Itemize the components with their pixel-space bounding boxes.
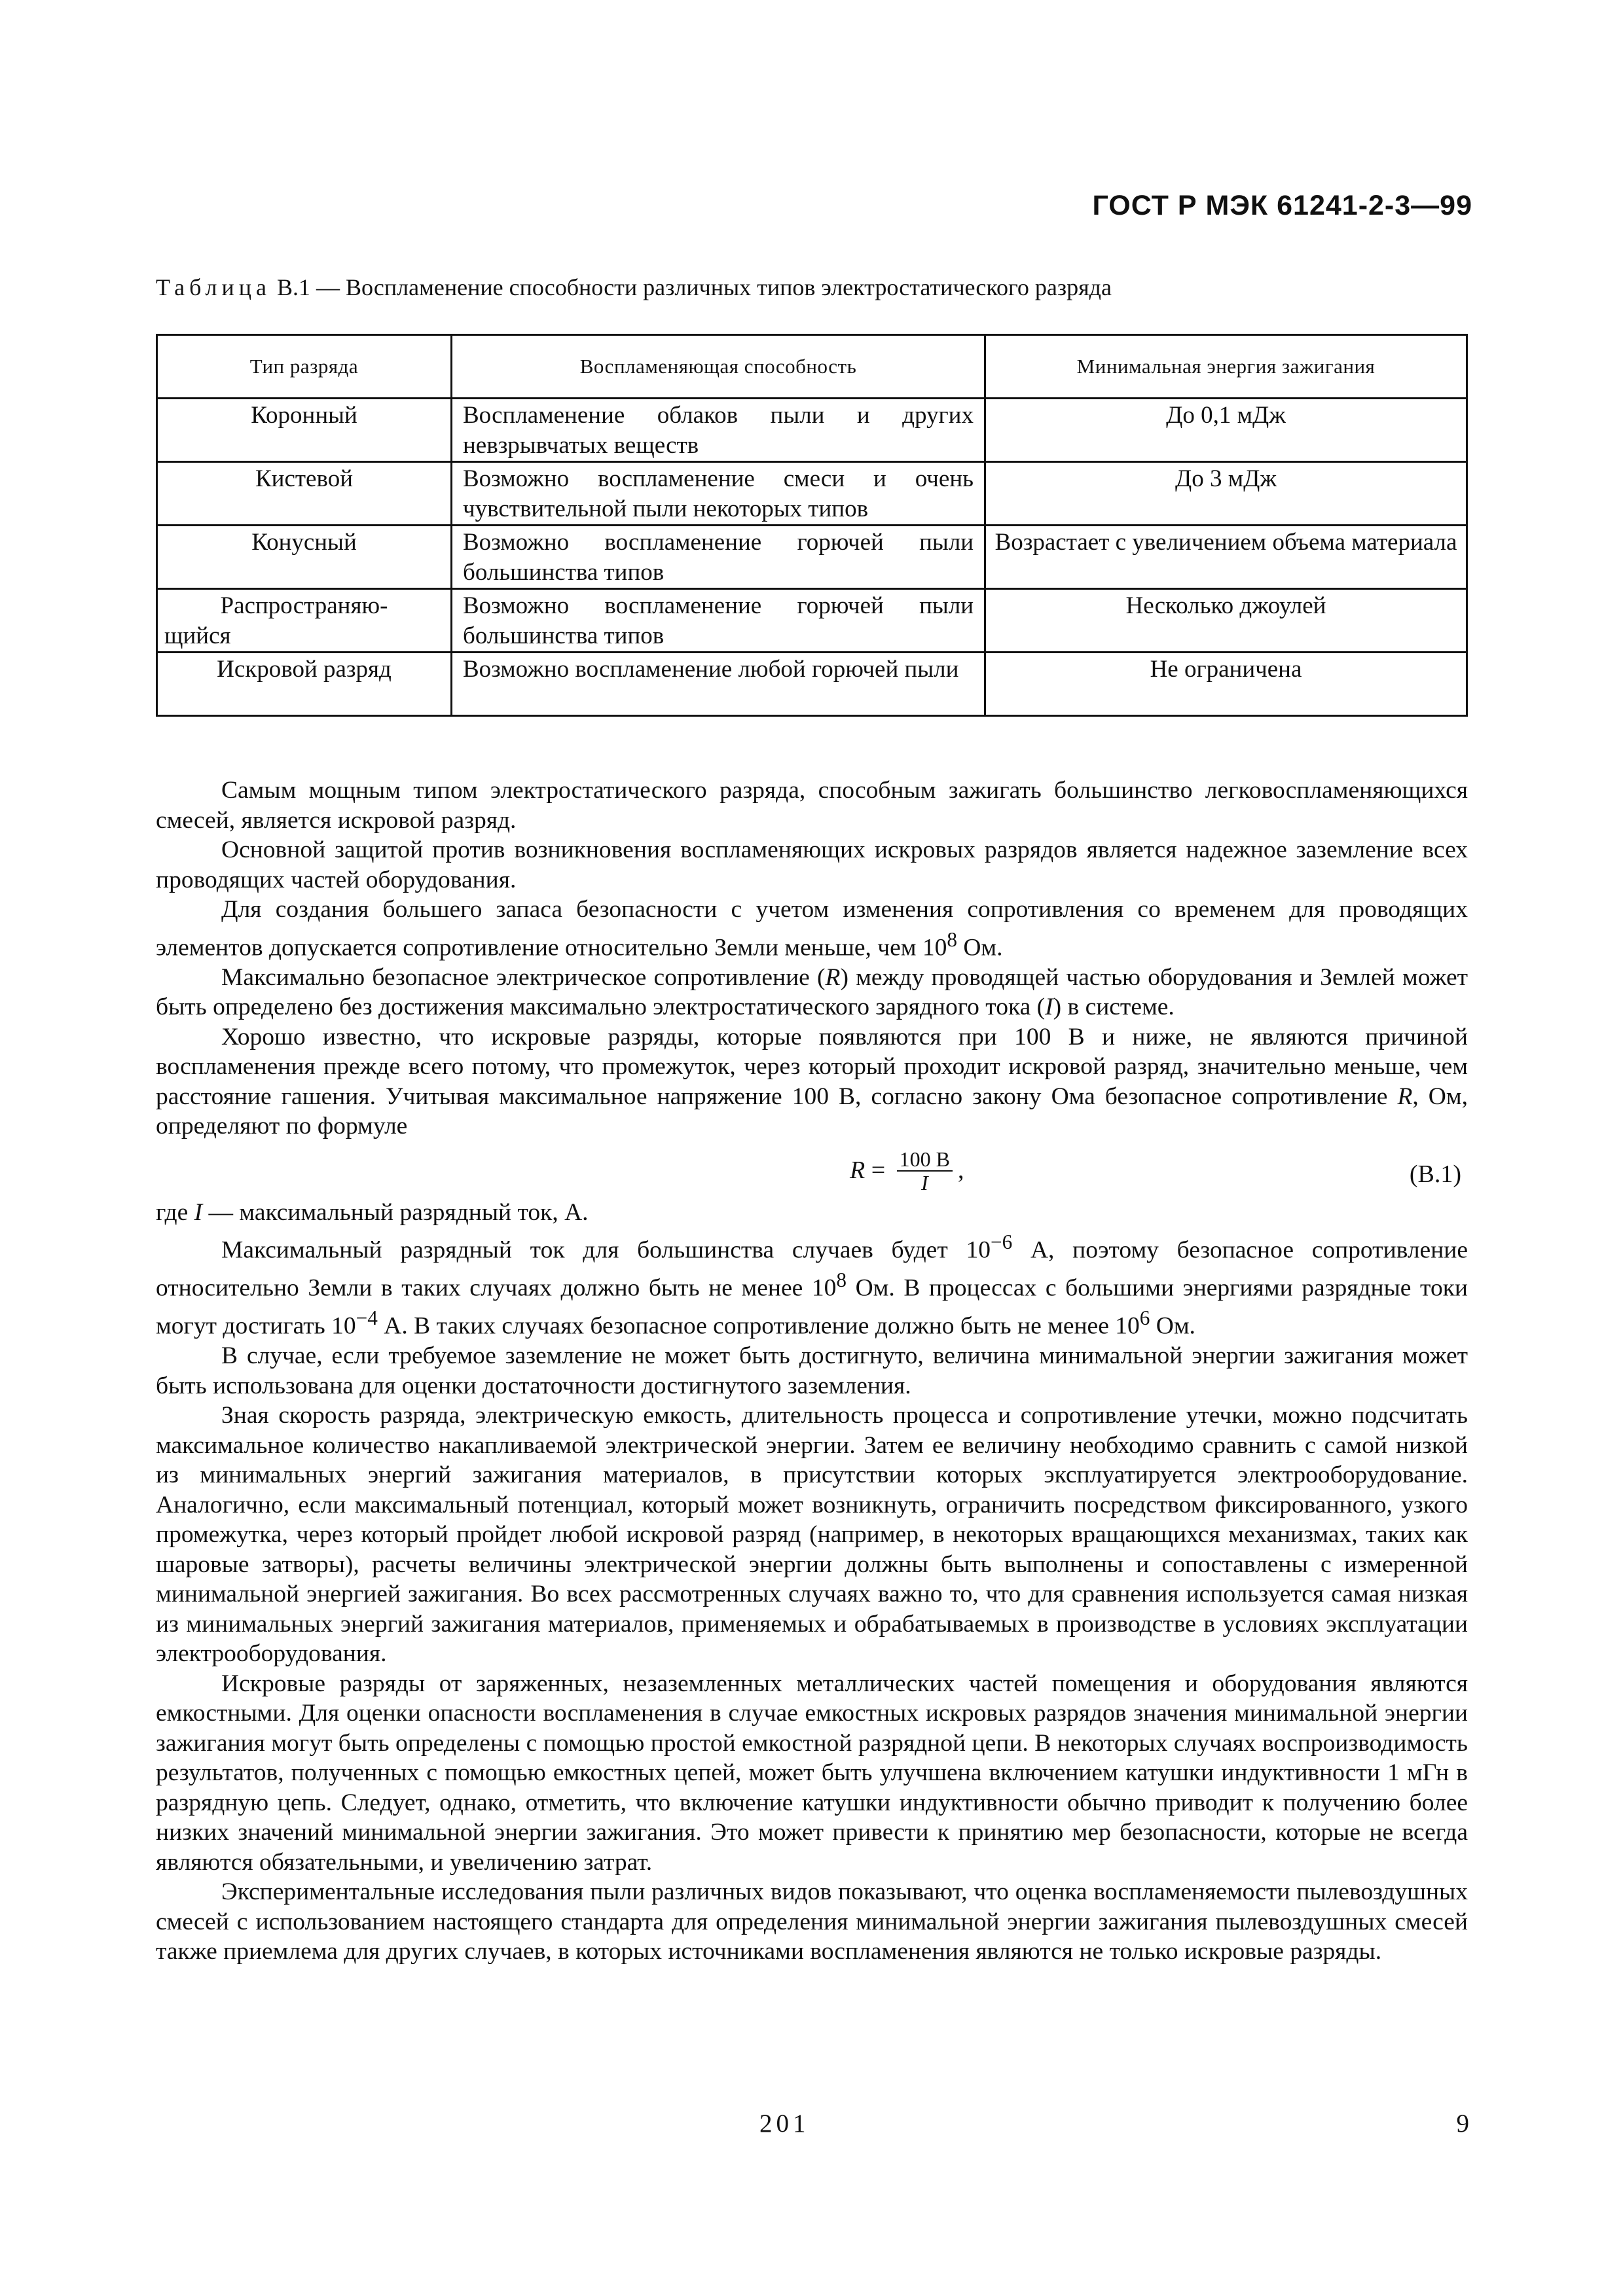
min-ignition-energy-cell: Несколько джоулей bbox=[985, 589, 1467, 653]
table-header-cell: Тип разряда bbox=[157, 335, 452, 399]
min-ignition-energy-cell: До 3 мДж bbox=[985, 462, 1467, 526]
superscript: 6 bbox=[1139, 1306, 1150, 1329]
formula-expression bbox=[850, 1148, 964, 1194]
paragraph bbox=[156, 1227, 1468, 1341]
ignition-table bbox=[156, 334, 1468, 717]
formula-fraction bbox=[897, 1148, 953, 1194]
paragraph-text: Хорошо известно, что искровые разряды, которые появляются при 100 В и ниже, не являются причиной воспламенения прежде всего потому, что промежуток, через который проходит искровой разряд, значительно меньше, чем расстояние гашения. Учитывая максимальное напряжение 100 В, согласно закону Ома безопасное сопротивление bbox=[156, 1023, 1468, 1110]
table-caption bbox=[156, 274, 1112, 301]
ignition-ability-cell: Возможно воспламенение горючей пыли большинства типов bbox=[452, 526, 985, 589]
formula-equals: = bbox=[865, 1156, 892, 1184]
paragraph-text: Для создания большего запаса безопасности с учетом изменения сопротивления со временем для проводящих элементов допускается сопротивление относительно Земли меньше, чем 10 bbox=[156, 896, 1468, 961]
formula-number: (B.1) bbox=[1409, 1160, 1461, 1188]
superscript: 8 bbox=[947, 927, 957, 951]
paragraph-text: А. В таких случаях безопасное сопротивление должно быть не менее 10 bbox=[377, 1312, 1140, 1340]
table-header-cell: Воспламеняющая способность bbox=[452, 335, 985, 399]
ignition-ability-cell: Возможно воспламенение любой горючей пыли bbox=[452, 653, 985, 716]
ignition-ability-cell: Воспламенение облаков пыли и других невзрывчатых веществ bbox=[452, 399, 985, 462]
discharge-type-cell bbox=[157, 399, 452, 462]
discharge-type-line: Искровой разряд bbox=[217, 656, 392, 683]
formula-b1 bbox=[156, 1144, 1468, 1198]
paragraph bbox=[156, 895, 1468, 963]
formula-numerator: 100 В bbox=[897, 1148, 953, 1172]
footer-center-number: 201 bbox=[759, 2109, 810, 2138]
body-text bbox=[156, 776, 1468, 1967]
min-ignition-energy-cell: Не ограничена bbox=[985, 653, 1467, 716]
table-row bbox=[157, 589, 1467, 653]
paragraph-text: Максимально безопасное электрическое сопротивление ( bbox=[221, 963, 826, 991]
discharge-type-line: Конусный bbox=[251, 529, 357, 556]
table-row bbox=[157, 399, 1467, 462]
paragraph bbox=[156, 1198, 1468, 1228]
symbol-i: I bbox=[1045, 994, 1053, 1020]
min-ignition-energy-cell: Возрастает с увеличением объема материала bbox=[985, 526, 1467, 589]
paragraph-text: Ом. bbox=[957, 934, 1003, 961]
paragraph-text: , Ом, определяют по формуле bbox=[156, 1083, 1468, 1139]
discharge-type-line: Кистевой bbox=[255, 465, 353, 492]
table-header-cell: Минимальная энергия зажигания bbox=[985, 335, 1467, 399]
table-caption-text: В.1 — Воспламенение способности различных типов электростатического разряда bbox=[270, 274, 1112, 300]
symbol-i: I bbox=[194, 1198, 203, 1226]
paragraph: Экспериментальные исследования пыли различных видов показывают, что оценка воспламеняемости пылевоздушных смесей с использованием настоящего стандарта для определения минимальной энергии зажигания пылевоздушных смесей также приемлема для других случаев, в которых источниками воспламенения являются не только искровые разряды. bbox=[156, 1878, 1468, 1965]
paragraph-text: ) между проводящей частью оборудования и Землей может быть определено без достижения максимально электростатического зарядного тока ( bbox=[156, 963, 1468, 1020]
table-row bbox=[157, 462, 1467, 526]
paragraph-text: Максимальный разрядный ток для большинства случаев будет 10 bbox=[221, 1236, 991, 1264]
table-caption-lead: Таблица bbox=[156, 274, 271, 300]
ignition-ability-cell: Возможно воспламенение смеси и очень чувствительной пыли некоторых типов bbox=[452, 462, 985, 526]
discharge-type-cell bbox=[157, 526, 452, 589]
document-code-header: ГОСТ Р МЭК 61241-2-3—99 bbox=[1092, 190, 1472, 221]
paragraph: Зная скорость разряда, электрическую емкость, длительность процесса и сопротивление утечки, можно подсчитать максимальное количество накапливаемой электрической энергии. Затем ее величину необходимо сравнить с самой низкой из минимальных энергий зажигания материалов, в присутствии которых эксплуатируется электрооборудование. Аналогично, если максимальный потенциал, который может возникнуть, ограничить посредством фиксированного, узкого промежутка, через который пройдет любой искровой разряд (например, в некоторых вращающихся механизмах, таких как шаровые затворы), расчеты величины электрической энергии должны быть выполнены и сопоставлены с измеренной минимальной энергией зажигания. Во всех рассмотренных случаях важно то, что для сравнения используется самая низкая из минимальных энергий зажигания материалов, применяемых и обрабатываемых в производстве в условиях эксплуатации электрооборудования. bbox=[156, 1402, 1468, 1667]
table-row bbox=[157, 526, 1467, 589]
ignition-ability-cell: Возможно воспламенение горючей пыли большинства типов bbox=[452, 589, 985, 653]
paragraph bbox=[156, 1022, 1468, 1141]
paragraph: В случае, если требуемое заземление не может быть достигнуто, величина минимальной энергии зажигания может быть использована для оценки достаточности достигнутого заземления. bbox=[156, 1342, 1468, 1399]
discharge-type-line: Распространяю- bbox=[220, 592, 388, 619]
discharge-type-line: Коронный bbox=[251, 402, 357, 429]
paragraph bbox=[156, 963, 1468, 1022]
superscript: −4 bbox=[356, 1306, 378, 1329]
page-number: 9 bbox=[1456, 2109, 1469, 2138]
table-header-row bbox=[157, 335, 1467, 399]
paragraph: Самым мощным типом электростатического разряда, способным зажигать большинство легковоспламеняющихся смесей, является искровой разряд. bbox=[156, 777, 1468, 834]
superscript: 8 bbox=[836, 1268, 847, 1291]
discharge-type-cell bbox=[157, 589, 452, 653]
paragraph-text: Ом. В процессах с большими энергиями разрядные токи могут достигать 10 bbox=[156, 1274, 1468, 1340]
paragraph-text: — максимальный разрядный ток, А. bbox=[202, 1198, 589, 1226]
discharge-type-cell bbox=[157, 462, 452, 526]
formula-comma: , bbox=[958, 1156, 964, 1184]
paragraph-text: где bbox=[156, 1198, 194, 1226]
discharge-type-cell bbox=[157, 653, 452, 716]
symbol-r: R bbox=[1397, 1083, 1413, 1110]
table-row bbox=[157, 653, 1467, 716]
formula-lhs: R bbox=[850, 1156, 866, 1184]
discharge-type-line: щийся bbox=[164, 622, 231, 649]
paragraph: Искровые разряды от заряженных, незаземленных металлических частей помещения и оборудования являются емкостными. Для оценки опасности воспламенения в случае емкостных искровых разрядов значения минимальной энергии зажигания могут быть определены с помощью простой емкостной разрядной цепи. В некоторых случаях воспроизводимость результатов, полученных с помощью емкостных цепей, может быть улучшена включением катушки индуктивности 1 мГн в разрядную цепь. Следует, однако, отметить, что включение катушки индуктивности обычно приводит к получению более низких значений минимальной энергии зажигания. Это может привести к принятию мер безопасности, которые не всегда являются обязательными, и увеличению затрат. bbox=[156, 1670, 1468, 1876]
paragraph-text: ) в системе. bbox=[1053, 994, 1175, 1020]
paragraph: Основной защитой против возникновения воспламеняющих искровых разрядов является надежное заземление всех проводящих частей оборудования. bbox=[156, 836, 1468, 893]
min-ignition-energy-cell: До 0,1 мДж bbox=[985, 399, 1467, 462]
superscript: −6 bbox=[990, 1230, 1013, 1253]
paragraph-text: А, поэтому безопасное сопротивление относительно Земли в таких случаях должно быть не менее 10 bbox=[156, 1236, 1468, 1302]
formula-denominator: I bbox=[921, 1170, 928, 1194]
symbol-r: R bbox=[825, 963, 841, 991]
paragraph-text: Ом. bbox=[1150, 1312, 1195, 1340]
